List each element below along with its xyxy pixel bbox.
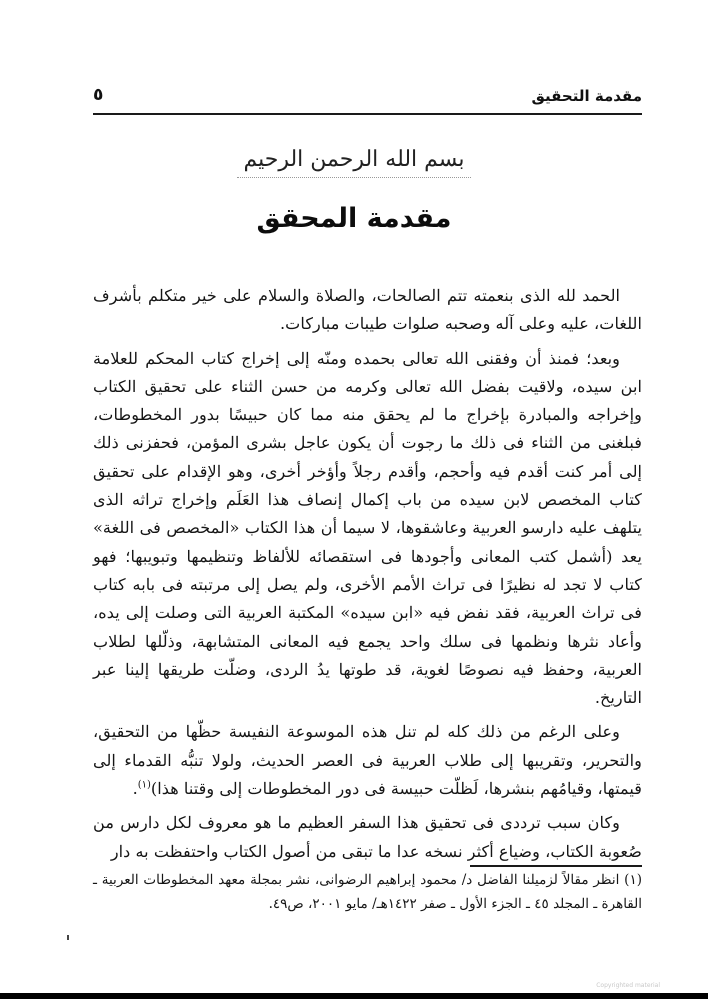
chapter-title: مقدمة المحقق [256,203,452,234]
body-text [93,282,642,872]
header-rule [93,113,642,115]
paragraph-3-end: . [132,779,138,799]
paragraph-2: وبعد؛ فمنذ أن وفقنى الله تعالى بحمده ومنّه إلى إخراج كتاب المحكم للعلامة ابن سيده، ولاقيت بفضل الله تعالى وكرمه من حسن الثناء على تحقيق الكتاب وإخراجه والمبادرة بإخراج ما لم يحقق منه مما كان حبيسًا بدور المخطوطات، فبلغنى من الثناء فى ذلك ما رجوت أن يكون عاجل بشرى المؤمن، فحفزنى ذلك إلى أمر كنت أقدم فيه وأحجم، وأقدم رجلاً وأؤخر أخرى، وهو الإقدام على تحقيق كتاب المخصص لابن سيده من باب إكمال إنصاف هذا العَلَم وإخراج تراثه الذى يتلهف عليه دارسو العربية وعاشقوها، لا سيما أن هذا الكتاب «المخصص فى اللغة» يعد (أشمل كتب المعانى وأجودها فى استقصائه للألفاظ وتنظيمها وتبويبها؛ فهو كتاب لا تجد له نظيرًا فى تراث الأمم الأخرى، ولم يصل إلى مرتبته فى بابه كتاب فى تراث العربية، فقد نفض فيه «ابن سيده» المكتبة العربية التى وصلت إلى يده، وأعاد نثرها ونظمها فى سلك واحد يجمع فيه المعانى المتشابهة، وذلّلها لطلاب العربية، وحفظ فيه نصوصًا لغوية، قد طوتها يدُ الردى، وضلّت طريقها إلينا عبر التاريخ. [93,348,642,708]
basmala-text: بسم الله الرحمن الرحيم [237,143,470,178]
running-title: مقدمة التحقيق [531,87,642,105]
footnote-reference[interactable]: (١) [137,779,151,791]
page-number: ٥ [93,85,104,105]
paragraph-3 [93,718,642,803]
footnote-separator [470,865,642,867]
bottom-border-bar [0,993,708,999]
running-head [93,86,642,108]
paragraph-1: الحمد لله الذى بنعمته تتم الصالحات، والصلاة والسلام على خير متكلم بأشرف اللغات، عليه وعلى آله وصحبه صلوات طيبات مباركات. [93,286,642,334]
scan-mark [67,935,69,940]
paragraph-4: وكان سبب ترددى فى تحقيق هذا السفر العظيم ما هو معروف لكل دارس من صُعوبة الكتاب، وضياع أكثر نسخه عدا ما تبقى من أصول الكتاب واحتفظت به دار [93,813,642,861]
footnotes [93,868,642,916]
copyright-watermark: Copyrighted material [596,982,660,989]
footnote-1: (١) انظر مقالاً لزميلنا الفاضل د/ محمود إبراهيم الرضوانى، نشر بمجلة معهد المخطوطات العربية ـ القاهرة ـ المجلد ٤٥ ـ الجزء الأول ـ صفر ١٤٢٢هـ/ مايو ٢٠٠١، ص٤٩. [93,872,642,912]
paragraph-3-text: وعلى الرغم من ذلك كله لم تنل هذه الموسوعة النفيسة حظّها من التحقيق، والتحرير، وتقريبها إلى طلاب العربية فى العصر الحديث، ولولا تنبُّه القدماء إلى قيمتها، وقيامُهم بنشرها، لَظلّت حبيسة فى دور المخطوطات إلى وقتنا هذا) [93,722,642,799]
basmala-calligraphy [0,143,708,178]
